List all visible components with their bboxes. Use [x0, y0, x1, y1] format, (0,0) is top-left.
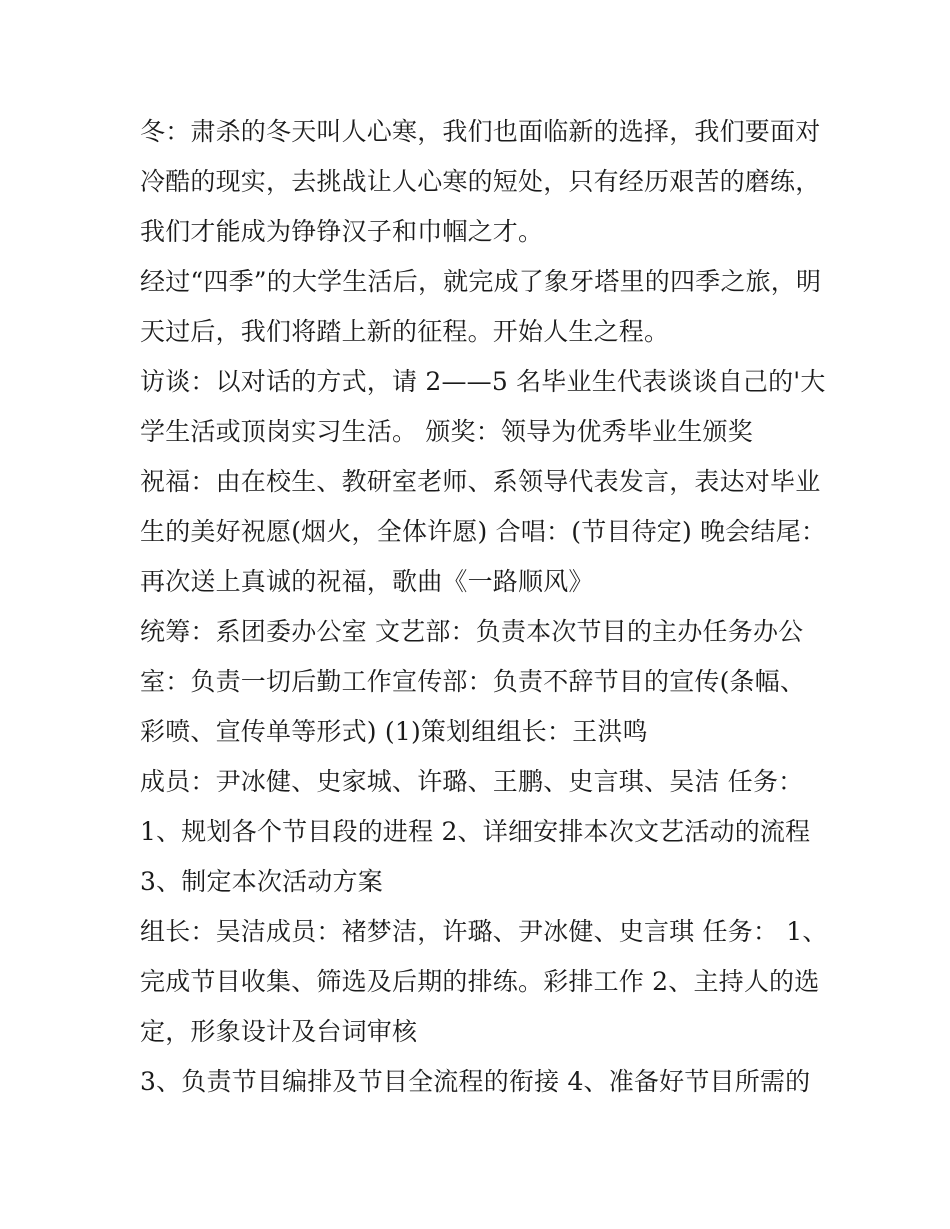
text-line: 室：负责一切后勤工作宣传部：负责不辞节目的宣传(条幅、: [140, 667, 806, 696]
text-line: 冬：肃杀的冬天叫人心寒，我们也面临新的选择，我们要面对: [140, 117, 821, 146]
text-line: 经过“四季”的大学生活后，就完成了象牙塔里的四季之旅，明: [140, 267, 822, 296]
text-line: 我们才能成为铮铮汉子和巾帼之才。: [140, 217, 544, 246]
text-line: 完成节目收集、筛选及后期的排练。彩排工作 2、主持人的选: [140, 967, 820, 996]
text-line: 天过后，我们将踏上新的征程。开始人生之程。: [140, 317, 670, 346]
text-line: 组长：吴洁成员：褚梦洁，许璐、尹冰健、史言琪 任务： 1、: [140, 917, 828, 946]
text-line: 成员：尹冰健、史家城、许璐、王鹏、史言琪、吴洁 任务：: [140, 767, 804, 796]
text-line: 学生活或顶岗实习生活。 颁奖：领导为优秀毕业生颁奖: [140, 417, 753, 446]
document-body: [140, 107, 830, 1107]
text-line: 3、制定本次活动方案: [140, 867, 383, 896]
text-line: 定，形象设计及台词审核: [140, 1017, 418, 1046]
text-line: 1、规划各个节目段的进程 2、详细安排本次文艺活动的流程: [140, 817, 811, 846]
text-line: 彩喷、宣传单等形式) (1)策划组组长：王洪鸣: [140, 717, 648, 746]
text-line: 生的美好祝愿(烟火，全体许愿) 合唱：(节目待定) 晚会结尾：: [140, 517, 827, 546]
text-line: 祝福：由在校生、教研室老师、系领导代表发言，表达对毕业: [140, 467, 821, 496]
text-line: 3、负责节目编排及节目全流程的衔接 4、准备好节目所需的: [140, 1067, 811, 1096]
text-line: 再次送上真诚的祝福，歌曲《一路顺风》: [140, 567, 594, 596]
text-line: 冷酷的现实，去挑战让人心寒的短处，只有经历艰苦的磨练，: [140, 167, 821, 196]
text-line: 统筹：系团委办公室 文艺部：负责本次节目的主办任务办公: [140, 617, 804, 646]
text-line: 访谈：以对话的方式，请 2——5 名毕业生代表谈谈自己的'大: [140, 367, 826, 396]
